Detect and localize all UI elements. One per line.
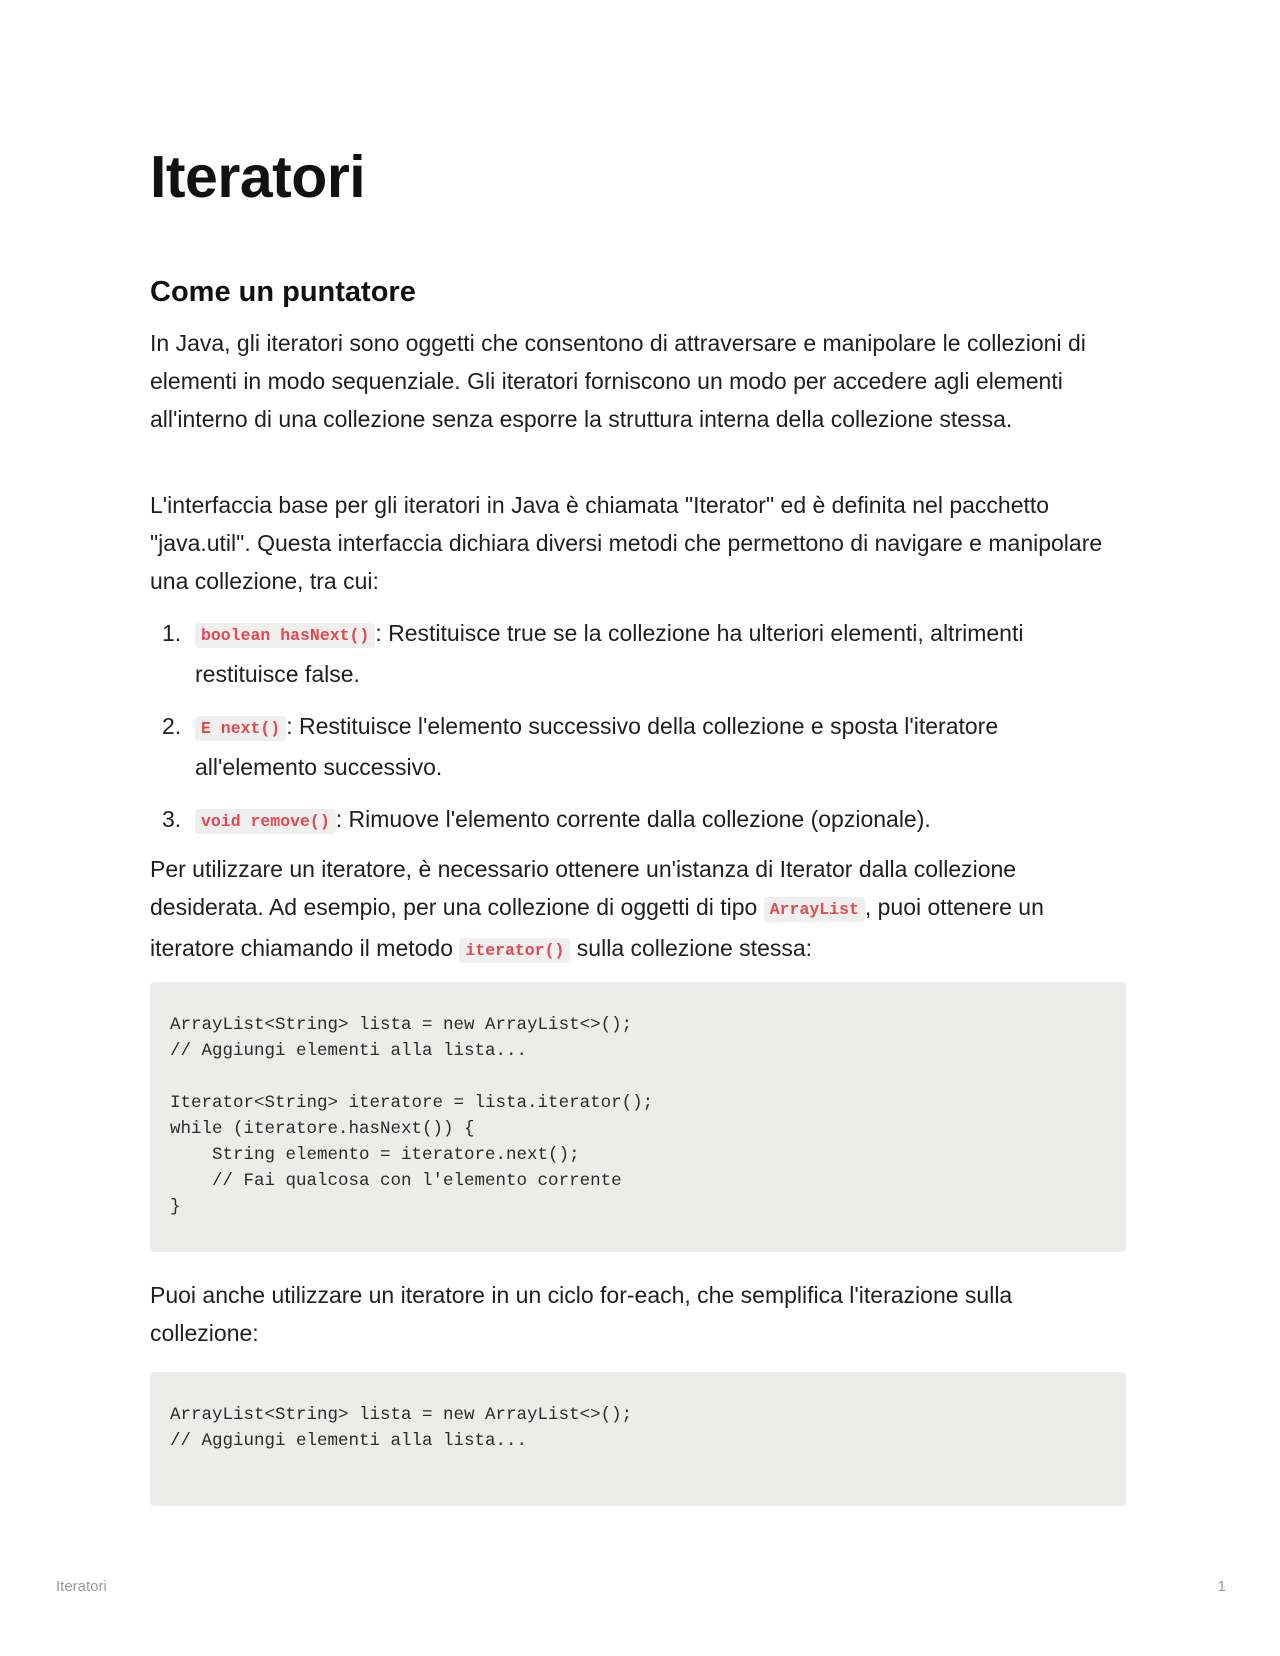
footer-page-number: 1	[1217, 1578, 1226, 1595]
list-number: 2.	[162, 713, 182, 739]
inline-code: void remove()	[195, 809, 336, 834]
page-title: Iteratori	[150, 144, 366, 210]
code-block-foreach-example: ArrayList<String> lista = new ArrayList<>(); // Aggiungi elementi alla lista...	[150, 1372, 1126, 1506]
interface-paragraph: L'interfaccia base per gli iteratori in Java è chiamata "Iterator" ed è definita nel pacchetto "java.util". Questa interfaccia dichiara diversi metodi che permettono di navigare e manipolare una collezione, tra cui:	[150, 492, 1103, 594]
list-item	[150, 614, 1126, 693]
foreach-paragraph: Puoi anche utilizzare un iteratore in un ciclo for-each, che semplifica l'iterazione sulla collezione:	[150, 1282, 1013, 1346]
list-item-text: : Restituisce l'elemento successivo della collezione e sposta l'iteratore all'elemento successivo.	[195, 713, 999, 780]
usage-text-part3: sulla collezione stessa:	[570, 935, 813, 961]
usage-text-part2: , puoi ottenere un iteratore chiamando il metodo	[150, 894, 1044, 961]
list-item-text: : Rimuove l'elemento corrente dalla collezione (opzionale).	[335, 806, 931, 832]
list-item-text: : Restituisce true se la collezione ha ulteriori elementi, altrimenti restituisce false.	[195, 620, 1024, 687]
list-item	[150, 800, 1126, 841]
methods-list	[150, 614, 1126, 855]
section-heading: Come un puntatore	[150, 276, 416, 308]
inline-code-iterator: iterator()	[459, 938, 570, 963]
usage-text-part1: Per utilizzare un iteratore, è necessario ottenere un'istanza di Iterator dalla collezione desiderata. Ad esempio, per una collezione di oggetti di tipo	[150, 856, 1017, 920]
list-number: 1.	[162, 620, 182, 646]
code-block-iterator-example: ArrayList<String> lista = new ArrayList<>(); // Aggiungi elementi alla lista... Iterator<String> iteratore = lista.iterator(); while (iteratore.hasNext()) { String elemento = iteratore.next(); // Fai qualcosa con l'elemento corrente }	[150, 982, 1126, 1252]
list-number: 3.	[162, 806, 182, 832]
usage-paragraph	[150, 850, 1126, 970]
intro-paragraph: In Java, gli iteratori sono oggetti che consentono di attraversare e manipolare le collezioni di elementi in modo sequenziale. Gli iteratori forniscono un modo per accedere agli elementi all'interno di una collezione senza esporre la struttura interna della collezione stessa.	[150, 330, 1086, 432]
inline-code: boolean hasNext()	[195, 623, 375, 648]
list-item	[150, 707, 1126, 786]
inline-code: E next()	[195, 716, 286, 741]
footer-document-title: Iteratori	[56, 1578, 107, 1595]
inline-code-arraylist: ArrayList	[764, 897, 865, 922]
